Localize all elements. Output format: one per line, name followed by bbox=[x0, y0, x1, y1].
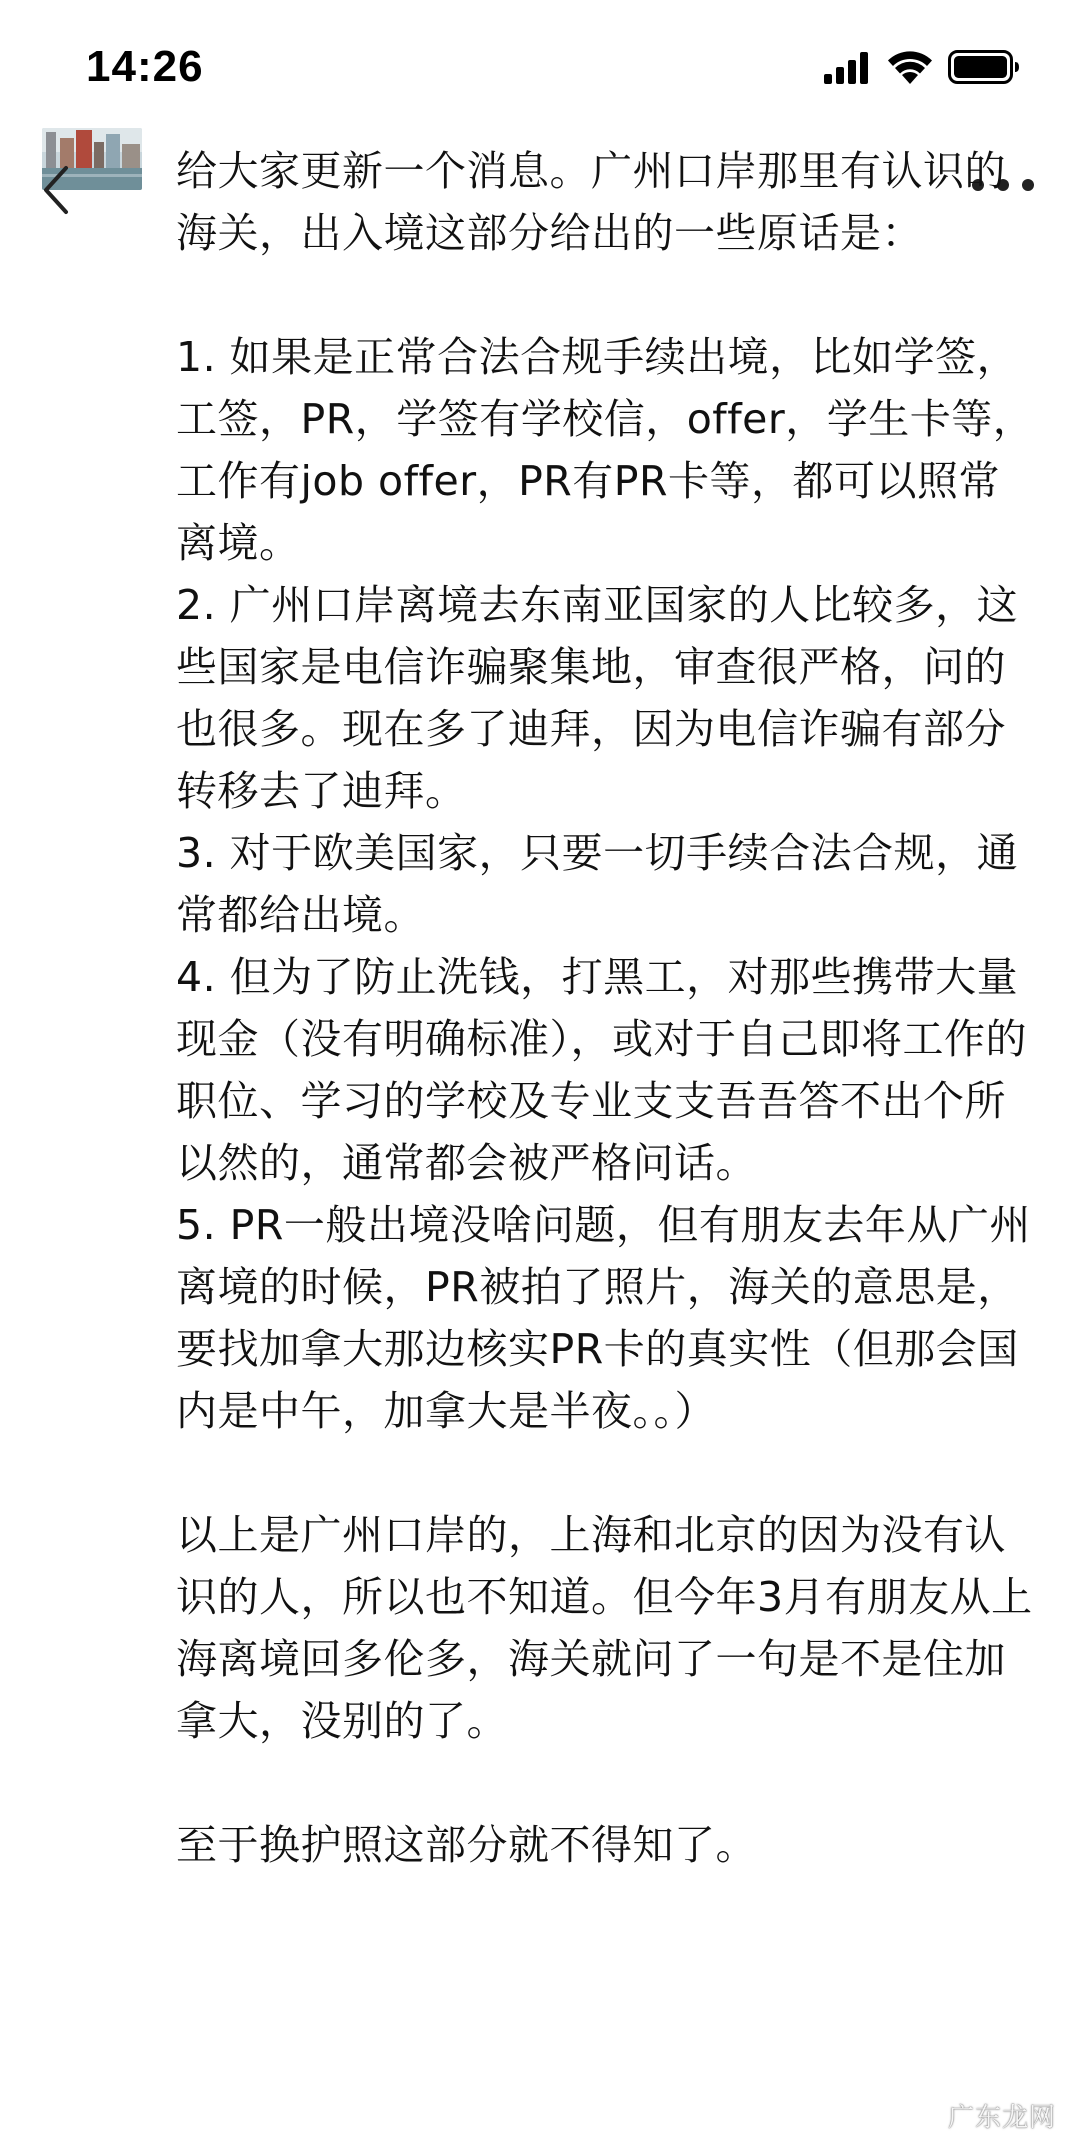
paragraph-gap bbox=[176, 1442, 1036, 1504]
post-intro: 给大家更新一个消息。广州口岸那里有认识的海关，出入境这部分给出的一些原话是： bbox=[176, 147, 1006, 257]
paragraph-gap bbox=[176, 1752, 1036, 1814]
post-item-2: 2. 广州口岸离境去东南亚国家的人比较多，这些国家是电信诈骗聚集地，审查很严格，问的也很多。现在多了迪拜，因为电信诈骗有部分转移去了迪拜。 bbox=[176, 581, 1019, 815]
status-time: 14:26 bbox=[86, 42, 204, 91]
watermark: 广东龙网 bbox=[947, 2103, 1056, 2133]
wifi-icon bbox=[886, 48, 934, 84]
post-paragraph-3: 至于换护照这部分就不得知了。 bbox=[176, 1821, 757, 1869]
status-bar bbox=[0, 0, 1080, 120]
battery-icon bbox=[948, 50, 1020, 84]
post-item-1: 1. 如果是正常合法合规手续出境，比如学签，工签，PR，学签有学校信，offer，学生卡等，工作有job offer，PR有PR卡等，都可以照常离境。 bbox=[176, 333, 1035, 567]
cellular-signal-icon bbox=[824, 52, 872, 84]
post-body bbox=[176, 140, 1036, 1876]
post-paragraph-2: 以上是广州口岸的，上海和北京的因为没有认识的人，所以也不知道。但今年3月有朋友从上海离境回多伦多，海关就问了一句是不是住加拿大，没别的了。 bbox=[176, 1511, 1033, 1745]
post-item-4: 4. 但为了防止洗钱，打黑工，对那些携带大量现金（没有明确标准），或对于自己即将工作的职位、学习的学校及专业支支吾吾答不出个所以然的，通常都会被严格问话。 bbox=[176, 953, 1027, 1187]
post-item-3: 3. 对于欧美国家，只要一切手续合法合规，通常都给出境。 bbox=[176, 829, 1019, 939]
back-arrow-icon[interactable] bbox=[36, 160, 80, 220]
post-item-5: 5. PR一般出境没啥问题，但有朋友去年从广州离境的时候，PR被拍了照片，海关的意思是，要找加拿大那边核实PR卡的真实性（但那会国内是中午，加拿大是半夜。。） bbox=[176, 1201, 1031, 1435]
paragraph-gap bbox=[176, 264, 1036, 326]
